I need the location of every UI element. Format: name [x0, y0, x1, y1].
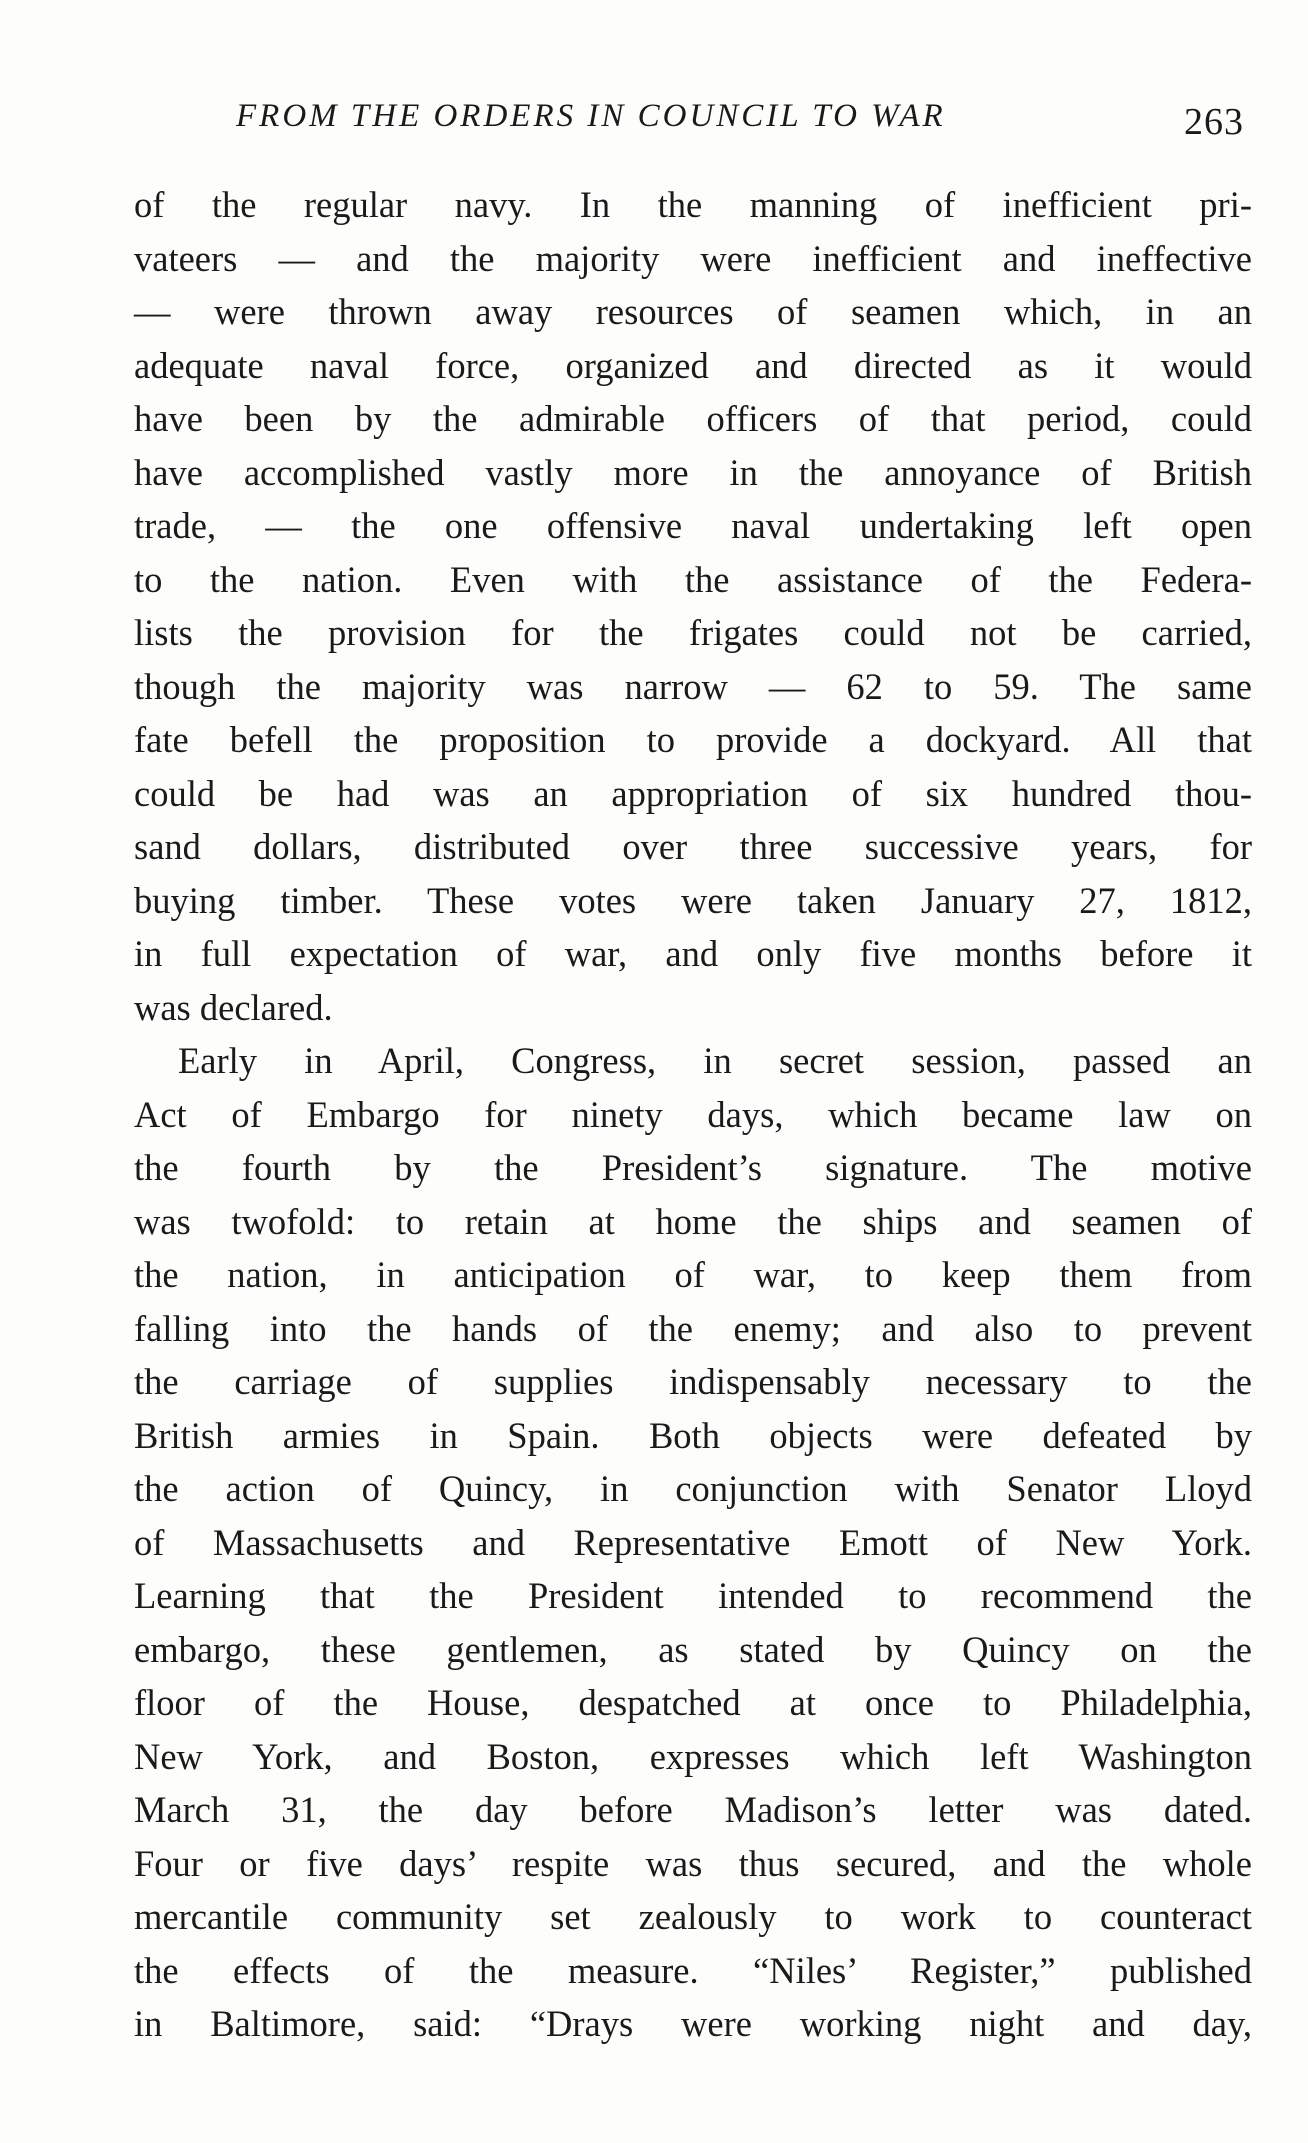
- text-line: Act of Embargo for ninety days, which became law on: [134, 1093, 1252, 1135]
- text-line: was declared.: [134, 986, 333, 1028]
- text-line: fate befell the proposition to provide a dockyard. All that: [134, 719, 1252, 760]
- text-line: falling into the hands of the enemy; and also to prevent: [134, 1307, 1252, 1349]
- text-line: in Baltimore, said: “Drays were working night and day,: [134, 2003, 1252, 2044]
- text-line: Early in April, Congress, in secret session, passed an: [178, 1040, 1252, 1081]
- text-line: have been by the admirable officers of that period, could: [134, 398, 1252, 439]
- body-text: [134, 178, 1252, 2051]
- text-line: to the nation. Even with the assistance of the Federa-: [134, 558, 1252, 600]
- text-line: floor of the House, despatched at once to Philadelphia,: [134, 1682, 1252, 1723]
- text-line: sand dollars, distributed over three successive years, for: [134, 826, 1252, 867]
- text-line: was twofold: to retain at home the ships and seamen of: [134, 1200, 1252, 1242]
- text-line: vateers — and the majority were inefficient and ineffective: [134, 237, 1252, 279]
- text-line: British armies in Spain. Both objects were defeated by: [134, 1414, 1252, 1456]
- text-line: New York, and Boston, expresses which left Washington: [134, 1735, 1252, 1777]
- text-line: buying timber. These votes were taken January 27, 1812,: [134, 879, 1252, 921]
- text-line: March 31, the day before Madison’s letter was dated.: [134, 1789, 1252, 1830]
- text-line: the effects of the measure. “Niles’ Register,” published: [134, 1949, 1252, 1991]
- text-line: of the regular navy. In the manning of inefficient pri-: [134, 184, 1252, 225]
- text-line: Learning that the President intended to recommend the: [134, 1575, 1252, 1616]
- paragraph-1: [134, 178, 1252, 1034]
- text-line: the fourth by the President’s signature. The motive: [134, 1147, 1252, 1188]
- running-title: FROM THE ORDERS IN COUNCIL TO WAR: [236, 98, 946, 134]
- text-line: lists the provision for the frigates could not be carried,: [134, 612, 1252, 653]
- text-line: though the majority was narrow — 62 to 59. The same: [134, 665, 1252, 707]
- text-line: of Massachusetts and Representative Emott of New York.: [134, 1521, 1252, 1563]
- text-line: in full expectation of war, and only five months before it: [134, 933, 1252, 974]
- paragraph-2: [134, 1034, 1252, 2051]
- text-line: could be had was an appropriation of six hundred thou-: [134, 772, 1252, 814]
- text-line: — were thrown away resources of seamen which, in an: [134, 291, 1252, 332]
- text-line: trade, — the one offensive naval undertaking left open: [134, 505, 1252, 546]
- page-number: 263: [1184, 101, 1244, 143]
- running-head: [140, 98, 1252, 158]
- text-line: mercantile community set zealously to work to counteract: [134, 1896, 1252, 1937]
- text-line: the carriage of supplies indispensably necessary to the: [134, 1361, 1252, 1402]
- text-line: Four or five days’ respite was thus secured, and the whole: [134, 1842, 1252, 1884]
- text-line: adequate naval force, organized and directed as it would: [134, 344, 1252, 386]
- text-line: have accomplished vastly more in the annoyance of British: [134, 451, 1252, 493]
- text-line: embargo, these gentlemen, as stated by Quincy on the: [134, 1628, 1252, 1670]
- text-line: the nation, in anticipation of war, to keep them from: [134, 1254, 1252, 1295]
- text-line: the action of Quincy, in conjunction with Senator Lloyd: [134, 1468, 1252, 1509]
